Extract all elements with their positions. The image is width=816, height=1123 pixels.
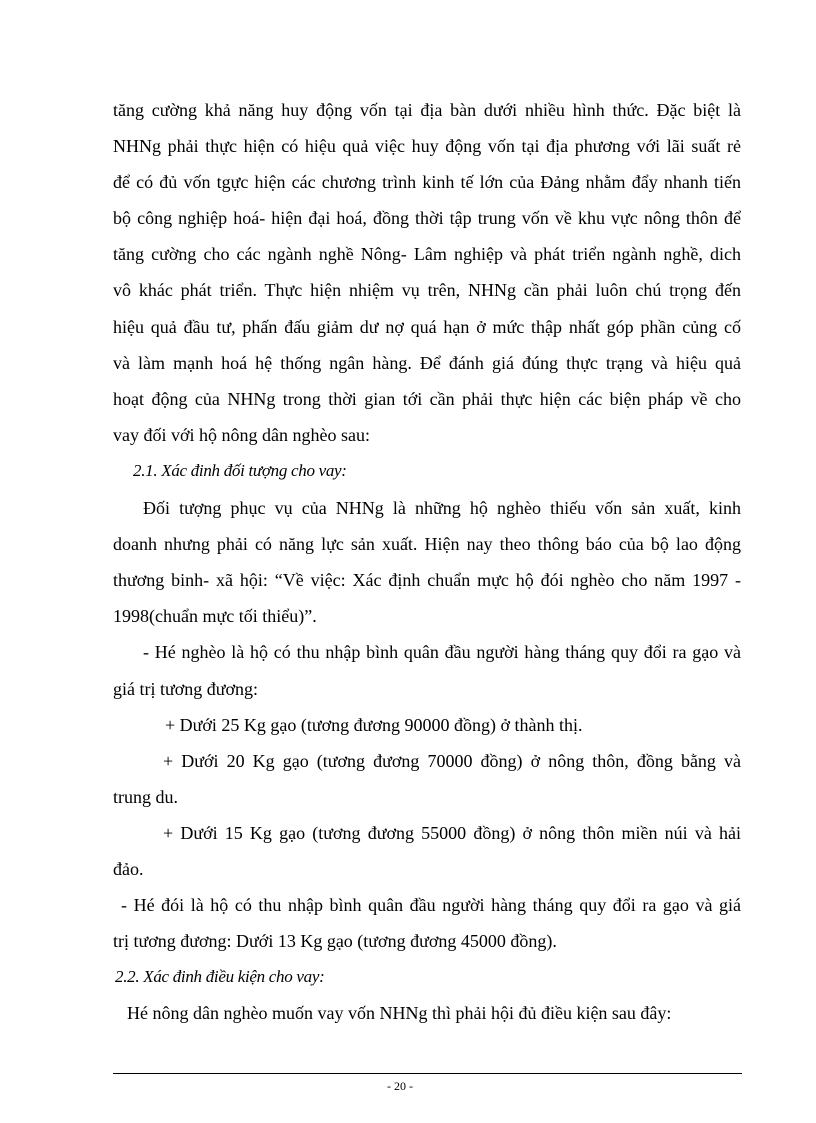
paragraph-line: tăng cường cho các ngành nghề Nông- Lâm nghiệp và phát triển ngành nghề, dich [113,244,741,264]
paragraph-line: thương binh- xã hội: “Về việc: Xác định chuẩn mực hộ đói nghèo cho năm 1997 - [113,570,741,590]
footer-rule [113,1073,742,1074]
paragraph-line: đảo. [113,859,144,879]
list-subitem: + Dưới 25 Kg gạo (tương đương 90000 đồng) ở thành thị. [165,715,583,735]
paragraph-line: hoạt động của NHNg trong thời gian tới cần phải thực hiện các biện pháp về cho [113,389,741,409]
paragraph-line: trung du. [113,787,178,807]
list-item: - Hé nghèo là hộ có thu nhập bình quân đầu người hàng tháng quy đổi ra gạo và [143,642,741,662]
list-item: - Hé đói là hộ có thu nhập bình quân đầu người hàng tháng quy đổi ra gạo và giá [121,895,741,915]
paragraph-line: NHNg phải thực hiện có hiệu quả việc huy động vốn tại địa phương với lãi suất rẻ [113,136,741,156]
paragraph-line: Hé nông dân nghèo muốn vay vốn NHNg thì phải hội đủ điều kiện sau đây: [127,1003,672,1023]
section-heading-2-2: 2.2. Xác đinh điều kiện cho vay: [115,967,325,986]
paragraph-line: giá trị tương đương: [113,679,259,699]
paragraph-line: vay đối với hộ nông dân nghèo sau: [113,425,370,445]
paragraph-line: tăng cường khả năng huy động vốn tại địa bàn dưới nhiều hình thức. Đặc biệt là [113,100,741,120]
paragraph-line: trị tương đương: Dưới 13 Kg gạo (tương đương 45000 đồng). [113,931,557,951]
list-subitem: + Dưới 20 Kg gạo (tương đương 70000 đồng) ở nông thôn, đồng bằng và [163,751,741,771]
list-subitem: + Dưới 15 Kg gạo (tương đương 55000 đồng) ở nông thôn miền núi và hải [163,823,741,843]
section-heading-2-1: 2.1. Xác đinh đối tượng cho vay: [133,461,347,480]
paragraph-line: vô khác phát triển. Thực hiện nhiệm vụ trên, NHNg cần phải luôn chú trọng đến [113,280,741,300]
paragraph-line: hiệu quả đầu tư, phấn đấu giảm dư nợ quá hạn ở mức thập nhất góp phần củng cố [113,317,741,337]
paragraph-line: để có đủ vốn tgực hiện các chương trình kinh tế lớn của Đảng nhằm đẩy nhanh tiến [113,172,741,192]
paragraph-line: doanh nhưng phải có năng lực sản xuất. Hiện nay theo thông báo của bộ lao động [113,534,741,554]
paragraph-line: và làm mạnh hoá hệ thống ngân hàng. Để đánh giá đúng thực trạng và hiệu quả [113,353,741,373]
paragraph-line: Đối tượng phục vụ của NHNg là những hộ nghèo thiếu vốn sản xuất, kinh [143,498,741,518]
paragraph-line: 1998(chuẩn mực tối thiểu)”. [113,606,317,626]
page-number: - 20 - [387,1079,413,1093]
paragraph-line: bộ công nghiệp hoá- hiện đại hoá, đồng thời tập trung vốn về khu vực nông thôn để [113,208,741,228]
